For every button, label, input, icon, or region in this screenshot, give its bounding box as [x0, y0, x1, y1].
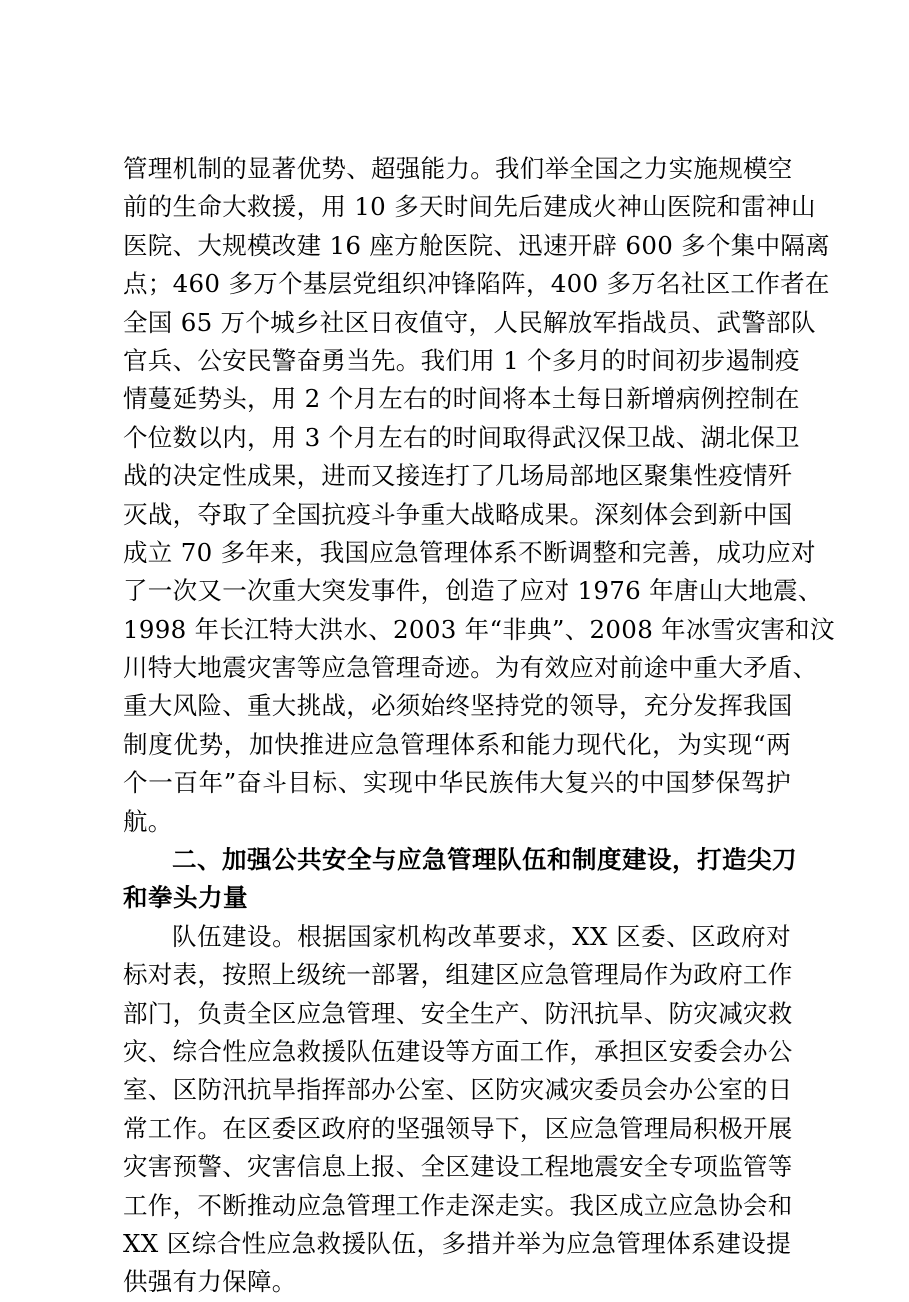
text-line: 官兵、公安民警奋勇当先。我们用 1 个多月的时间初步遏制疫	[123, 345, 800, 375]
text-line: 队伍建设。根据国家机构改革要求，XX 区委、区政府对	[172, 921, 791, 951]
text-line: 标对表，按照上级统一部署，组建区应急管理局作为政府工作	[123, 960, 793, 990]
text-line: 个位数以内，用 3 个月左右的时间取得武汉保卫战、湖北保卫	[123, 422, 800, 452]
text-line: 个一百年”奋斗目标、实现中华民族伟大复兴的中国梦保驾护	[123, 768, 791, 798]
text-line: 供强有力保障。	[123, 1267, 297, 1297]
text-line: 部门，负责全区应急管理、安全生产、防汛抗旱、防灾减灾救	[123, 998, 793, 1028]
text-line: 全国 65 万个城乡社区日夜值守，人民解放军指战员、武警部队	[123, 307, 816, 337]
text-line: 了一次又一次重大突发事件，创造了应对 1976 年唐山大地震、	[123, 576, 823, 606]
text-line: 灾、综合性应急救援队伍建设等方面工作，承担区安委会办公	[123, 1036, 793, 1066]
text-line: 制度优势，加快推进应急管理体系和能力现代化，为实现“两	[123, 729, 791, 759]
text-line: 战的决定性成果，进而又接连打了几场局部地区聚集性疫情歼	[123, 461, 793, 491]
text-line: 常工作。在区委区政府的坚强领导下，区应急管理局积极开展	[123, 1113, 793, 1143]
text-line: 点；460 多万个基层党组织冲锋陷阵，400 多万名社区工作者在	[123, 269, 830, 299]
heading-line: 二、加强公共安全与应急管理队伍和制度建设，打造尖刀	[172, 845, 797, 875]
text-line: XX 区综合性应急救援队伍，多措并举为应急管理体系建设提	[123, 1228, 791, 1258]
text-line: 灭战，夺取了全国抗疫斗争重大战略成果。深刻体会到新中国	[123, 499, 793, 529]
text-line: 前的生命大救援，用 10 多天时间先后建成火神山医院和雷神山	[123, 192, 816, 222]
text-line: 航。	[123, 806, 173, 836]
text-line: 川特大地震灾害等应急管理奇迹。为有效应对前途中重大矛盾、	[123, 653, 818, 683]
text-line: 工作，不断推动应急管理工作走深走实。我区成立应急协会和	[123, 1190, 793, 1220]
heading-line: 和拳头力量	[123, 883, 248, 913]
text-line: 医院、大规模改建 16 座方舱医院、迅速开辟 600 多个集中隔离	[123, 230, 830, 260]
text-line: 情蔓延势头，用 2 个月左右的时间将本土每日新增病例控制在	[123, 384, 800, 414]
document-page	[123, 150, 835, 1302]
text-line: 重大风险、重大挑战，必须始终坚持党的领导，充分发挥我国	[123, 691, 793, 721]
text-line: 室、区防汛抗旱指挥部办公室、区防灾减灾委员会办公室的日	[123, 1075, 793, 1105]
section-heading	[123, 841, 797, 918]
text-line: 成立 70 多年来，我国应急管理体系不断调整和完善，成功应对	[123, 537, 816, 567]
text-line: 灾害预警、灾害信息上报、全区建设工程地震安全专项监管等	[123, 1152, 793, 1182]
text-line: 1998 年长江特大洪水、2003 年“非典”、2008 年冰雪灾害和汶	[123, 614, 835, 644]
body-paragraph-1	[123, 150, 835, 841]
body-paragraph-2	[123, 918, 791, 1302]
text-line: 管理机制的显著优势、超强能力。我们举全国之力实施规模空	[123, 154, 793, 183]
